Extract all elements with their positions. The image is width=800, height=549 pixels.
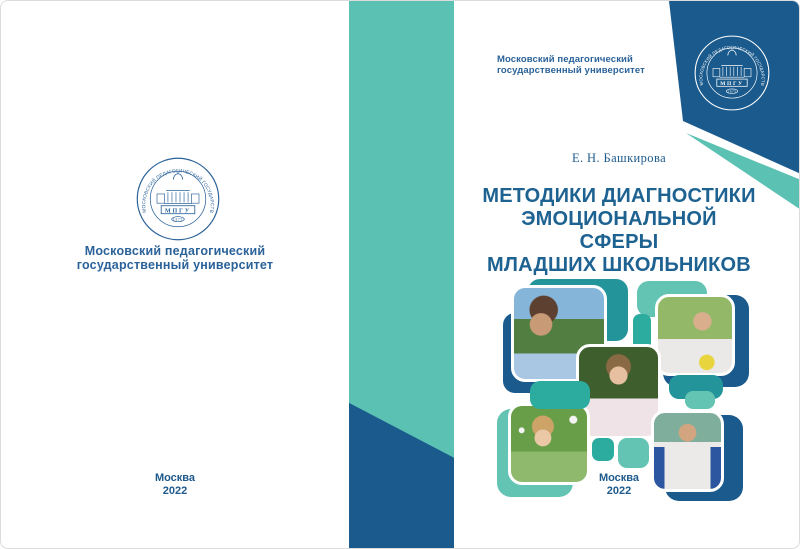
spine <box>349 1 454 549</box>
front-city: Москва <box>598 472 640 484</box>
back-university-line2: государственный университет <box>76 258 274 272</box>
front-university-line2: государственный университет <box>497 65 645 76</box>
title-line1: МЕТОДИКИ ДИАГНОСТИКИ <box>482 185 756 207</box>
back-imprint <box>1 472 349 498</box>
front-university-name <box>497 54 645 76</box>
university-seal-logo-front <box>694 35 770 111</box>
title-line2: ЭМОЦИОНАЛЬНОЙ СФЕРЫ <box>521 208 717 253</box>
spine-blue-wedge <box>349 1 454 549</box>
decor-block-teal-mid <box>592 438 614 461</box>
decor-block-teal-light <box>685 391 715 409</box>
back-year: 2022 <box>162 485 188 497</box>
back-university-line1: Московский педагогический <box>84 244 266 258</box>
back-city: Москва <box>154 472 196 484</box>
decor-block-teal-mid <box>530 381 590 409</box>
front-imprint <box>481 472 757 498</box>
decor-block-teal-light <box>618 438 649 468</box>
front-university-line1: Московский педагогический <box>497 54 633 65</box>
book-title <box>479 185 759 277</box>
photo-boy-blowing-bubbles <box>655 294 735 376</box>
author-name: Е. Н. Башкирова <box>571 151 667 165</box>
back-university-name <box>1 244 349 272</box>
title-line3: МЛАДШИХ ШКОЛЬНИКОВ <box>487 254 751 276</box>
front-year: 2022 <box>606 485 632 497</box>
university-seal-logo-back <box>136 157 220 241</box>
